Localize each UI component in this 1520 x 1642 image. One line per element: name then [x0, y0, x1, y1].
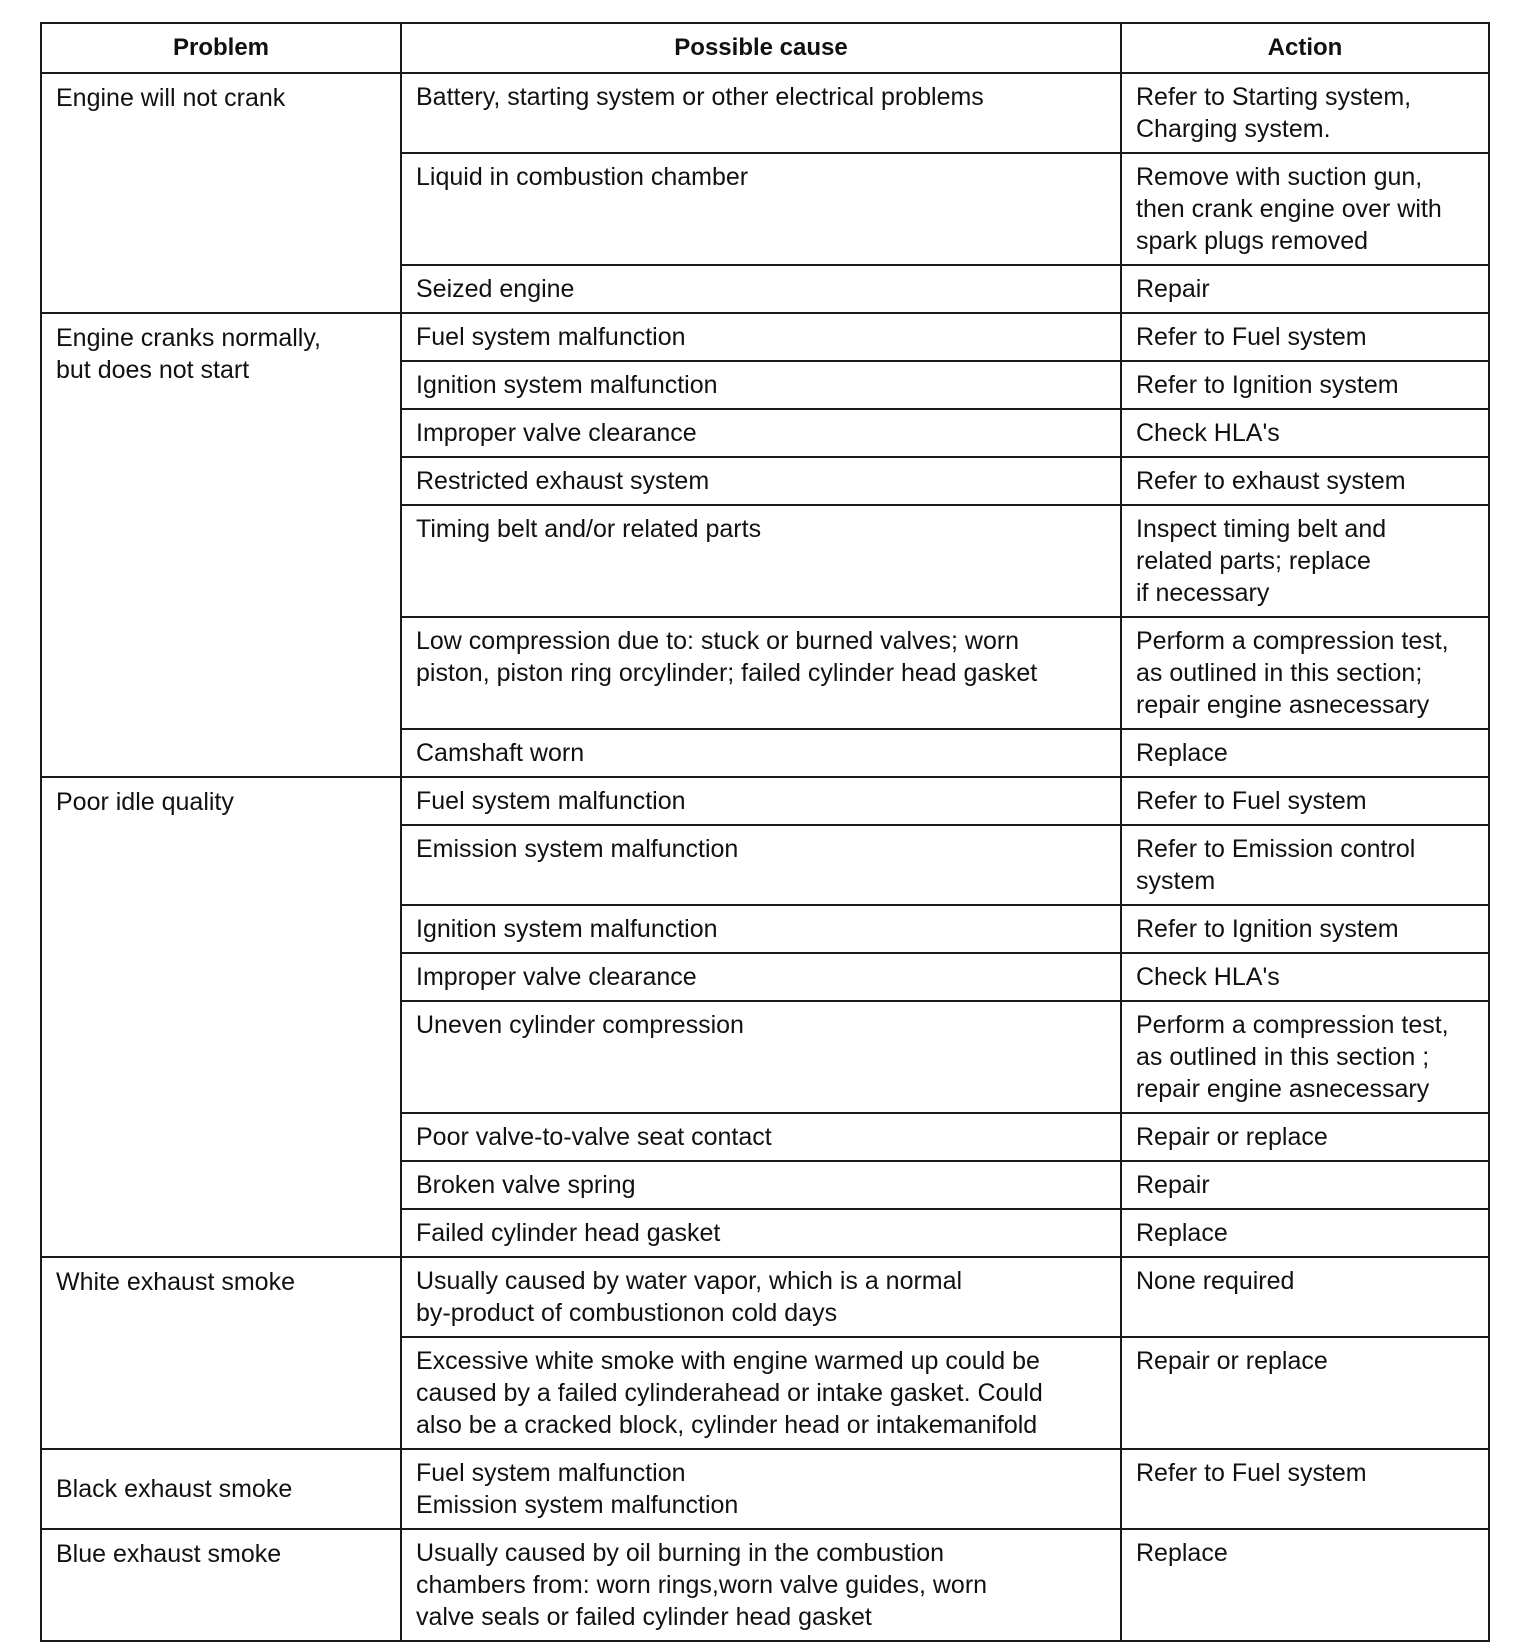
problem-text: White exhaust smoke [56, 1268, 295, 1296]
possible-cause-cell [401, 1113, 1121, 1161]
header-row [41, 23, 1489, 73]
possible-cause-cell [401, 953, 1121, 1001]
action-cell [1121, 153, 1489, 265]
table-row [41, 313, 1489, 361]
possible-cause-text: valve seals or failed cylinder head gasket [416, 1603, 872, 1631]
possible-cause-cell [401, 1161, 1121, 1209]
possible-cause-cell [401, 153, 1121, 265]
possible-cause-text: Emission system malfunction [416, 835, 739, 863]
possible-cause-cell [401, 729, 1121, 777]
action-text: as outlined in this section ; [1136, 1043, 1430, 1071]
action-text: Check HLA's [1136, 963, 1280, 991]
possible-cause-cell [401, 1529, 1121, 1641]
action-cell [1121, 1209, 1489, 1257]
possible-cause-text: Broken valve spring [416, 1171, 636, 1199]
problem-cell [41, 1529, 401, 1641]
action-cell [1121, 1001, 1489, 1113]
possible-cause-text: also be a cracked block, cylinder head or intakemanifold [416, 1411, 1038, 1439]
possible-cause-text: by-product of combustionon cold days [416, 1299, 838, 1327]
possible-cause-text: chambers from: worn rings,worn valve guides, worn [416, 1571, 988, 1599]
action-text: Remove with suction gun, [1136, 163, 1423, 191]
action-text: Replace [1136, 1219, 1228, 1247]
possible-cause-cell [401, 1449, 1121, 1529]
problem-cell [41, 73, 401, 313]
action-text: Refer to Fuel system [1136, 323, 1367, 351]
problem-text: Blue exhaust smoke [56, 1540, 282, 1568]
possible-cause-text: Camshaft worn [416, 739, 585, 767]
possible-cause-cell [401, 825, 1121, 905]
possible-cause-cell [401, 457, 1121, 505]
action-text: Repair or replace [1136, 1347, 1328, 1375]
action-text: as outlined in this section; [1136, 659, 1423, 687]
possible-cause-cell [401, 617, 1121, 729]
action-cell [1121, 905, 1489, 953]
possible-cause-cell [401, 313, 1121, 361]
possible-cause-text: Low compression due to: stuck or burned valves; worn [416, 627, 1020, 655]
table-row [41, 73, 1489, 153]
header-action: Action [1121, 23, 1489, 73]
possible-cause-cell [401, 1001, 1121, 1113]
troubleshooting-table [40, 22, 1490, 1642]
possible-cause-text: Ignition system malfunction [416, 915, 718, 943]
action-cell [1121, 73, 1489, 153]
action-text: spark plugs removed [1136, 227, 1369, 255]
action-cell [1121, 1449, 1489, 1529]
action-text: Refer to Fuel system [1136, 787, 1367, 815]
possible-cause-cell [401, 1337, 1121, 1449]
possible-cause-text: Fuel system malfunction [416, 787, 686, 815]
action-text: Charging system. [1136, 115, 1331, 143]
possible-cause-text: Uneven cylinder compression [416, 1011, 744, 1039]
possible-cause-text: Usually caused by oil burning in the combustion [416, 1539, 945, 1567]
possible-cause-cell [401, 409, 1121, 457]
problem-text: Engine will not crank [56, 84, 286, 112]
possible-cause-text: Ignition system malfunction [416, 371, 718, 399]
action-cell [1121, 1113, 1489, 1161]
possible-cause-text: Timing belt and/or related parts [416, 515, 762, 543]
table-row [41, 777, 1489, 825]
action-text: Repair [1136, 275, 1210, 303]
possible-cause-text: Liquid in combustion chamber [416, 163, 749, 191]
possible-cause-text: Improper valve clearance [416, 963, 697, 991]
possible-cause-text: caused by a failed cylinderahead or intake gasket. Could [416, 1379, 1043, 1407]
table-header [41, 23, 1489, 73]
possible-cause-text: Improper valve clearance [416, 419, 697, 447]
action-text: Refer to Starting system, [1136, 83, 1412, 111]
possible-cause-text: Fuel system malfunction [416, 1459, 686, 1487]
action-text: Refer to Ignition system [1136, 371, 1399, 399]
action-cell [1121, 953, 1489, 1001]
action-cell [1121, 457, 1489, 505]
action-text: Refer to Emission control [1136, 835, 1416, 863]
possible-cause-text: Failed cylinder head gasket [416, 1219, 721, 1247]
action-text: system [1136, 867, 1216, 895]
problem-cell [41, 1449, 401, 1529]
action-text: repair engine asnecessary [1136, 1075, 1430, 1103]
possible-cause-text: Poor valve-to-valve seat contact [416, 1123, 772, 1151]
action-cell [1121, 1337, 1489, 1449]
problem-cell [41, 313, 401, 777]
action-text: Perform a compression test, [1136, 627, 1449, 655]
action-cell [1121, 505, 1489, 617]
possible-cause-text: Usually caused by water vapor, which is a normal [416, 1267, 963, 1295]
possible-cause-cell [401, 265, 1121, 313]
possible-cause-cell [401, 1257, 1121, 1337]
header-problem: Problem [41, 23, 401, 73]
action-cell [1121, 1161, 1489, 1209]
possible-cause-cell [401, 777, 1121, 825]
action-text: Perform a compression test, [1136, 1011, 1449, 1039]
action-text: Replace [1136, 1539, 1228, 1567]
action-text: repair engine asnecessary [1136, 691, 1430, 719]
problem-text: but does not start [56, 356, 250, 384]
possible-cause-text: Emission system malfunction [416, 1491, 739, 1519]
problem-cell [41, 1257, 401, 1449]
action-text: Refer to Fuel system [1136, 1459, 1367, 1487]
possible-cause-cell [401, 361, 1121, 409]
action-cell [1121, 777, 1489, 825]
action-text: Inspect timing belt and [1136, 515, 1387, 543]
table-row [41, 1257, 1489, 1337]
possible-cause-text: Excessive white smoke with engine warmed up could be [416, 1347, 1040, 1375]
action-text: if necessary [1136, 579, 1270, 607]
problem-text: Poor idle quality [56, 788, 234, 816]
action-text: Replace [1136, 739, 1228, 767]
action-text: Repair [1136, 1171, 1210, 1199]
possible-cause-text: piston, piston ring orcylinder; failed cylinder head gasket [416, 659, 1038, 687]
header-possible-cause: Possible cause [401, 23, 1121, 73]
action-cell [1121, 825, 1489, 905]
possible-cause-cell [401, 505, 1121, 617]
problem-text: Engine cranks normally, [56, 324, 321, 352]
action-text: Refer to exhaust system [1136, 467, 1406, 495]
action-text: related parts; replace [1136, 547, 1371, 575]
problem-text: Black exhaust smoke [56, 1475, 293, 1503]
possible-cause-cell [401, 73, 1121, 153]
action-cell [1121, 409, 1489, 457]
possible-cause-text: Battery, starting system or other electrical problems [416, 83, 984, 111]
action-text: then crank engine over with [1136, 195, 1442, 223]
action-cell [1121, 729, 1489, 777]
action-cell [1121, 313, 1489, 361]
possible-cause-cell [401, 905, 1121, 953]
action-cell [1121, 617, 1489, 729]
problem-cell [41, 777, 401, 1257]
action-cell [1121, 265, 1489, 313]
action-text: Repair or replace [1136, 1123, 1328, 1151]
possible-cause-text: Restricted exhaust system [416, 467, 710, 495]
action-cell [1121, 1257, 1489, 1337]
table-row [41, 1529, 1489, 1641]
action-cell [1121, 1529, 1489, 1641]
action-cell [1121, 361, 1489, 409]
action-text: Refer to Ignition system [1136, 915, 1399, 943]
table-row [41, 1449, 1489, 1529]
table-body [41, 73, 1489, 1641]
action-text: Check HLA's [1136, 419, 1280, 447]
possible-cause-cell [401, 1209, 1121, 1257]
action-text: None required [1136, 1267, 1295, 1295]
possible-cause-text: Fuel system malfunction [416, 323, 686, 351]
possible-cause-text: Seized engine [416, 275, 575, 303]
